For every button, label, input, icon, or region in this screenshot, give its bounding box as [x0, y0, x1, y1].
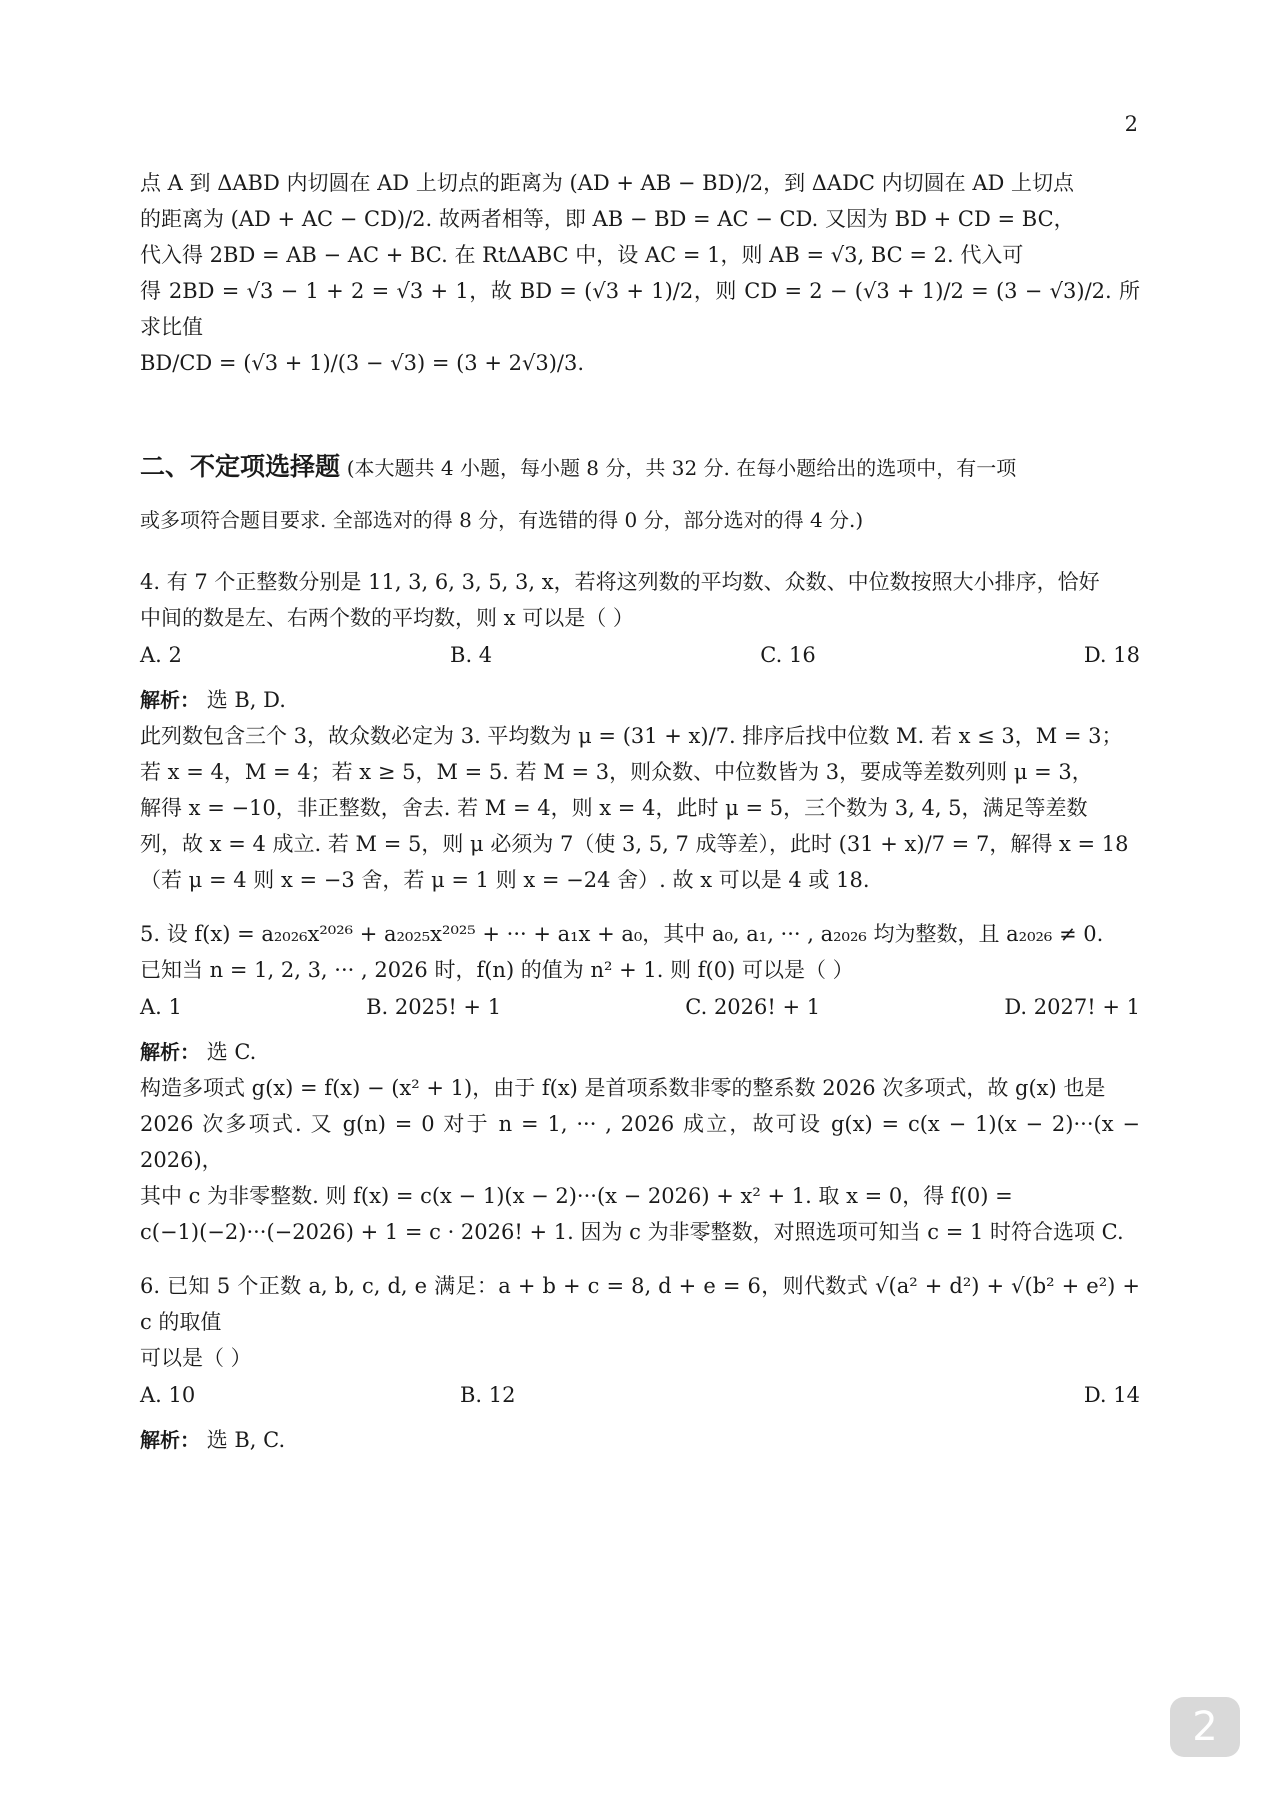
- solution-label: 解析：: [140, 1428, 200, 1452]
- question-text: 可以是（ ）: [140, 1346, 252, 1370]
- question-text: 4. 有 7 个正整数分别是 11, 3, 6, 3, 5, 3, x，若将这列数的平均数、众数、中位数按照大小排序，恰好: [140, 570, 1100, 594]
- solution-header: [140, 1422, 1140, 1458]
- solution-label: 解析：: [140, 1040, 200, 1064]
- solution-line: 若 x = 4，M = 4；若 x ≥ 5，M = 5. 若 M = 3，则众数、中位数皆为 3，要成等差数列则 μ = 3，: [140, 760, 1093, 784]
- option-c: C. 2026! + 1: [685, 995, 821, 1019]
- page-indicator-badge: 2: [1170, 1697, 1240, 1757]
- solution-header: [140, 1034, 1140, 1070]
- solution-answer: 选 B, D.: [206, 688, 286, 712]
- solution-continuation-line: 代入得 2BD = AB − AC + BC. 在 RtΔABC 中，设 AC = 1，则 AB = √3, BC = 2. 代入可: [140, 243, 1024, 267]
- solution-line: c(−1)(−2)···(−2026) + 1 = c · 2026! + 1. 因为 c 为非零整数，对照选项可知当 c = 1 时符合选项 C.: [140, 1220, 1124, 1244]
- question-5: [140, 916, 1140, 1250]
- option-list: [140, 1376, 1140, 1414]
- solution-line: （若 μ = 4 则 x = −3 舍，若 μ = 1 则 x = −24 舍）. 故 x 可以是 4 或 18.: [140, 868, 870, 892]
- solution-line: 解得 x = −10，非正整数，舍去. 若 M = 4，则 x = 4，此时 μ = 5，三个数为 3, 4, 5，满足等差数: [140, 796, 1088, 820]
- question-text: 6. 已知 5 个正数 a, b, c, d, e 满足：a + b + c = 8, d + e = 6，则代数式 √(a² + d²) + √(b² + e²) + c 的取值: [140, 1274, 1140, 1334]
- page-number: 2: [1124, 112, 1138, 136]
- document-body: [140, 165, 1140, 1458]
- option-a: A. 1: [140, 995, 182, 1019]
- question-6: [140, 1268, 1140, 1458]
- option-c: C. 16: [760, 643, 816, 667]
- solution-line: 构造多项式 g(x) = f(x) − (x² + 1)，由于 f(x) 是首项系数非零的整系数 2026 次多项式，故 g(x) 也是: [140, 1076, 1106, 1100]
- question-text: 5. 设 f(x) = a₂₀₂₆x²⁰²⁶ + a₂₀₂₅x²⁰²⁵ + ··· + a₁x + a₀，其中 a₀, a₁, ··· , a₂₀₂₆ 均为整数，且 a₂₀₂₆ ≠ 0.: [140, 922, 1104, 946]
- option-a: A. 2: [140, 643, 182, 667]
- section-heading: [140, 441, 1140, 494]
- solution-continuation-line: 得 2BD = √3 − 1 + 2 = √3 + 1，故 BD = (√3 + 1)/2，则 CD = 2 − (√3 + 1)/2 = (3 − √3)/2. 所求比值: [140, 279, 1140, 339]
- section-description-cont: [140, 494, 1140, 546]
- option-list: [140, 636, 1140, 674]
- solution-line: 2026 次多项式. 又 g(n) = 0 对于 n = 1, ··· , 2026 成立，故可设 g(x) = c(x − 1)(x − 2)···(x − 2026)，: [140, 1112, 1140, 1172]
- option-d: D. 18: [1083, 643, 1140, 667]
- question-text: 中间的数是左、右两个数的平均数，则 x 可以是（ ）: [140, 606, 634, 630]
- section-description: 或多项符合题目要求. 全部选对的得 8 分，有选错的得 0 分，部分选对的得 4 分.): [140, 508, 864, 532]
- solution-line: 列，故 x = 4 成立. 若 M = 5，则 μ 必须为 7（使 3, 5, 7 成等差），此时 (31 + x)/7 = 7，解得 x = 18: [140, 832, 1129, 856]
- section-title: 二、不定项选择题: [140, 452, 341, 481]
- question-text: 已知当 n = 1, 2, 3, ··· , 2026 时，f(n) 的值为 n² + 1. 则 f(0) 可以是（ ）: [140, 958, 854, 982]
- option-d: D. 2027! + 1: [1004, 995, 1140, 1019]
- option-list: [140, 988, 1140, 1026]
- option-b: B. 12: [460, 1383, 516, 1407]
- solution-line: 此列数包含三个 3，故众数必定为 3. 平均数为 μ = (31 + x)/7. 排序后找中位数 M. 若 x ≤ 3，M = 3；: [140, 724, 1123, 748]
- solution-answer: 选 B, C.: [206, 1428, 286, 1452]
- section-description: (本大题共 4 小题，每小题 8 分，共 32 分. 在每小题给出的选项中，有一项: [346, 456, 1017, 480]
- question-4: [140, 564, 1140, 898]
- solution-header: [140, 682, 1140, 718]
- solution-continuation-line: 点 A 到 ΔABD 内切圆在 AD 上切点的距离为 (AD + AB − BD)/2，到 ΔADC 内切圆在 AD 上切点: [140, 171, 1075, 195]
- option-d: D. 14: [1083, 1383, 1140, 1407]
- solution-continuation-line: 的距离为 (AD + AC − CD)/2. 故两者相等，即 AB − BD = AC − CD. 又因为 BD + CD = BC，: [140, 207, 1075, 231]
- option-a: A. 10: [140, 1383, 196, 1407]
- solution-continuation-line: BD/CD = (√3 + 1)/(3 − √3) = (3 + 2√3)/3.: [140, 351, 584, 375]
- option-b: B. 2025! + 1: [366, 995, 502, 1019]
- solution-line: 其中 c 为非零整数. 则 f(x) = c(x − 1)(x − 2)···(x − 2026) + x² + 1. 取 x = 0，得 f(0) =: [140, 1184, 1013, 1208]
- solution-label: 解析：: [140, 688, 200, 712]
- option-b: B. 4: [450, 643, 493, 667]
- solution-answer: 选 C.: [206, 1040, 257, 1064]
